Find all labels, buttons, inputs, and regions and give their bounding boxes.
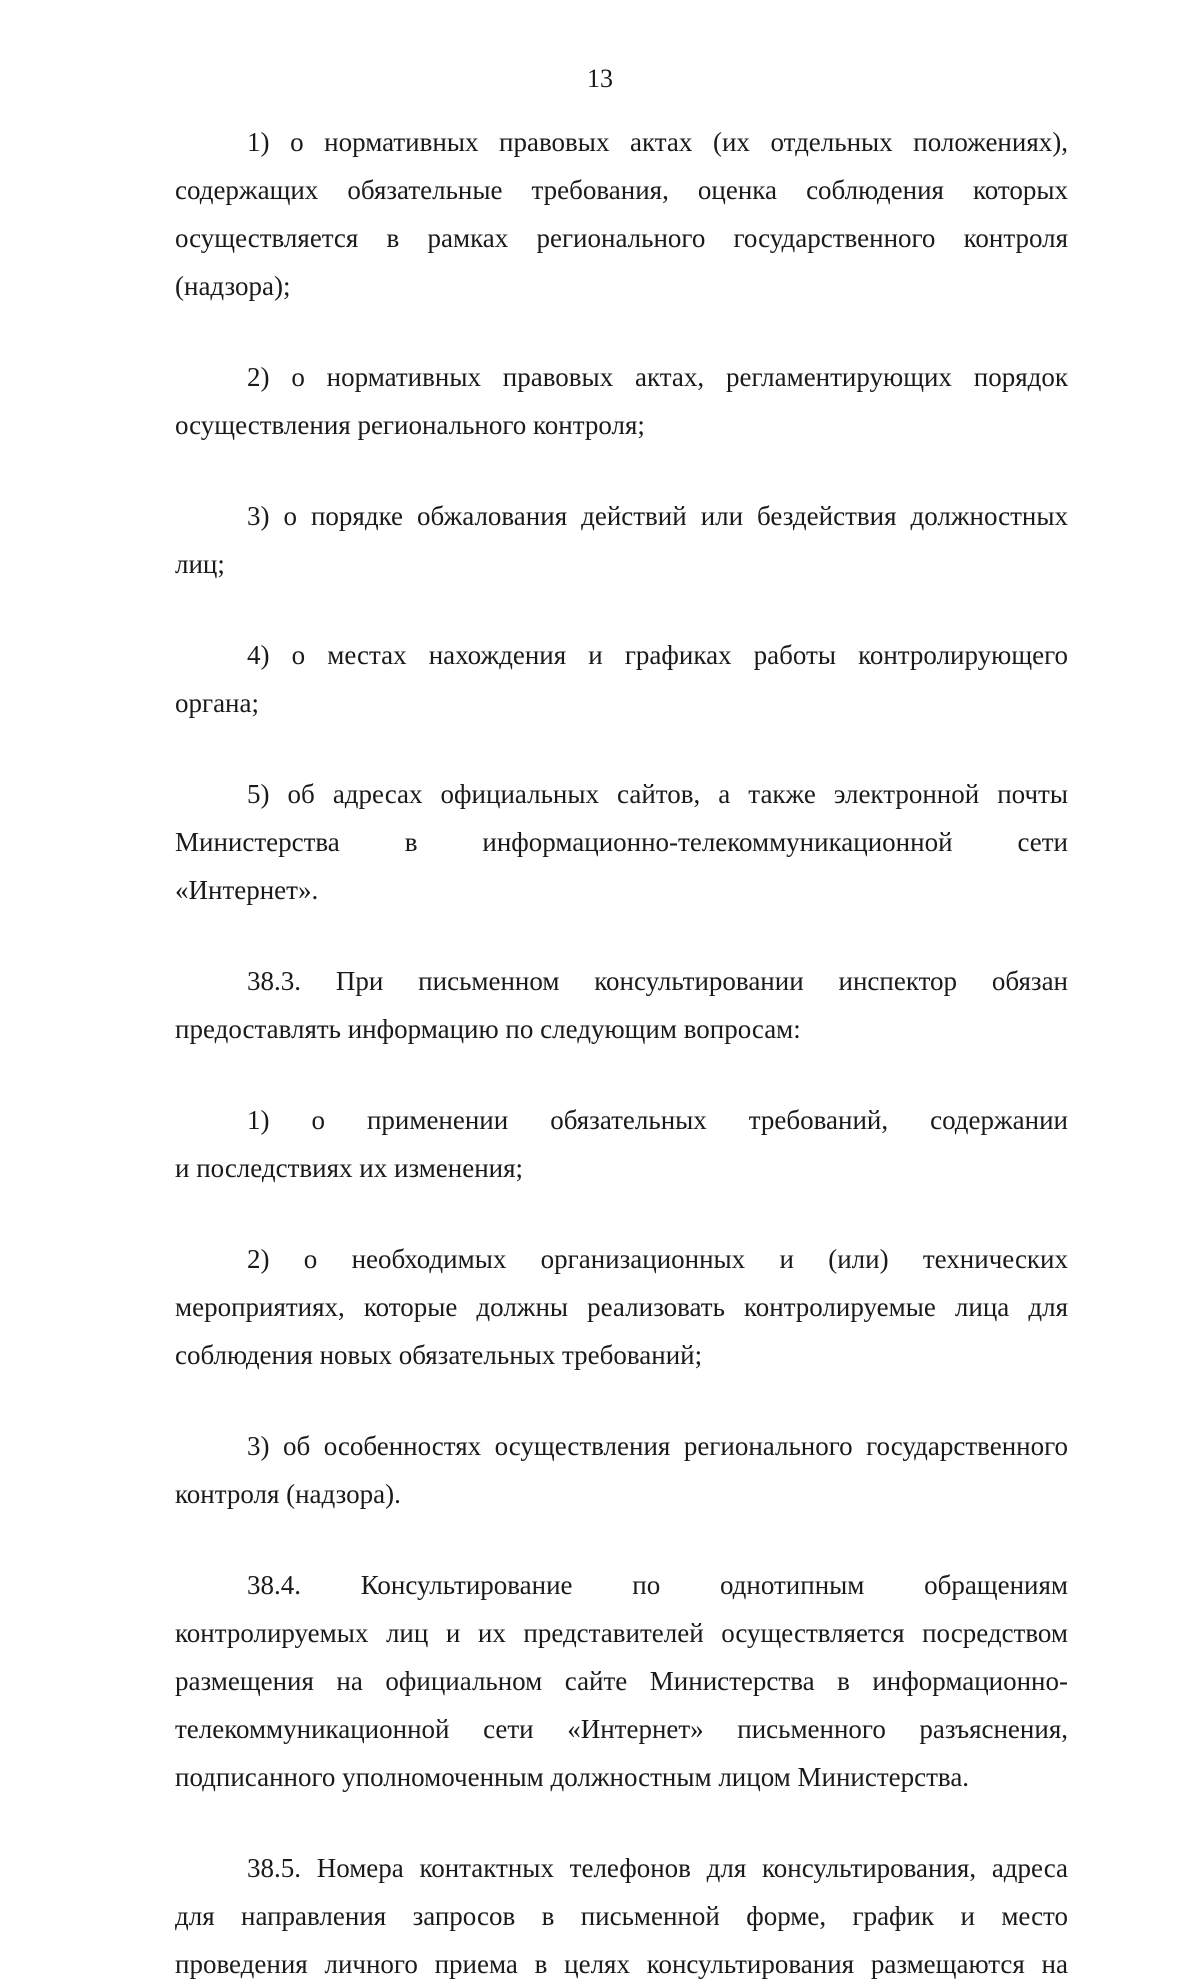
text-line: телекоммуникационной сети «Интернет» письменного разъяснения,	[175, 1714, 1068, 1744]
paragraph	[175, 118, 1068, 310]
text-line: 38.4. Консультирование по однотипным обращениям	[247, 1570, 1068, 1600]
paragraph	[175, 957, 1068, 1053]
text-line: 4) о местах нахождения и графиках работы контролирующего	[247, 640, 1068, 670]
paragraph	[175, 1844, 1068, 1988]
text-line: осуществления регионального контроля;	[175, 410, 645, 440]
paragraph	[175, 353, 1068, 449]
text-line: соблюдения новых обязательных требований;	[175, 1340, 703, 1370]
text-line: 38.3. При письменном консультировании инспектор обязан	[247, 966, 1068, 996]
document-body	[175, 118, 1068, 1988]
text-line: лиц;	[175, 549, 225, 579]
paragraph	[175, 1235, 1068, 1379]
paragraph	[175, 492, 1068, 588]
paragraph	[175, 1422, 1068, 1518]
text-line: и последствиях их изменения;	[175, 1153, 524, 1183]
text-line: 5) об адресах официальных сайтов, а также электронной почты	[247, 779, 1068, 809]
paragraph	[175, 770, 1068, 914]
paragraph	[175, 1561, 1068, 1801]
text-line: предоставлять информацию по следующим вопросам:	[175, 1014, 801, 1044]
text-line: содержащих обязательные требования, оценка соблюдения которых	[175, 175, 1068, 205]
text-line: подписанного уполномоченным должностным лицом Министерства.	[175, 1762, 970, 1792]
text-line: 1) о применении обязательных требований, содержании	[247, 1105, 1068, 1135]
text-line: 1) о нормативных правовых актах (их отдельных положениях),	[247, 127, 1068, 157]
text-line: 3) об особенностях осуществления регионального государственного	[247, 1431, 1068, 1461]
text-line: осуществляется в рамках регионального государственного контроля	[175, 223, 1068, 253]
text-line: размещения на официальном сайте Министерства в информационно-	[175, 1666, 1068, 1696]
page-number: 13	[587, 64, 613, 93]
text-line: мероприятиях, которые должны реализовать контролируемые лица для	[175, 1292, 1068, 1322]
text-line: 2) о нормативных правовых актах, регламентирующих порядок	[247, 362, 1068, 392]
text-line: 2) о необходимых организационных и (или) технических	[247, 1244, 1068, 1274]
text-line: 38.5. Номера контактных телефонов для консультирования, адреса	[247, 1853, 1068, 1883]
text-line: для направления запросов в письменной форме, график и место	[175, 1901, 1068, 1931]
text-line: органа;	[175, 688, 259, 718]
text-line: 3) о порядке обжалования действий или бездействия должностных	[247, 501, 1068, 531]
text-line: «Интернет».	[175, 875, 319, 905]
text-line: контролируемых лиц и их представителей осуществляется посредством	[175, 1618, 1068, 1648]
text-line: проведения личного приема в целях консультирования размещаются на	[175, 1949, 1068, 1979]
paragraph	[175, 1096, 1068, 1192]
text-line: (надзора);	[175, 271, 291, 301]
text-line: контроля (надзора).	[175, 1479, 401, 1509]
text-line: Министерства в информационно-телекоммуникационной сети	[175, 827, 1068, 857]
paragraph	[175, 631, 1068, 727]
